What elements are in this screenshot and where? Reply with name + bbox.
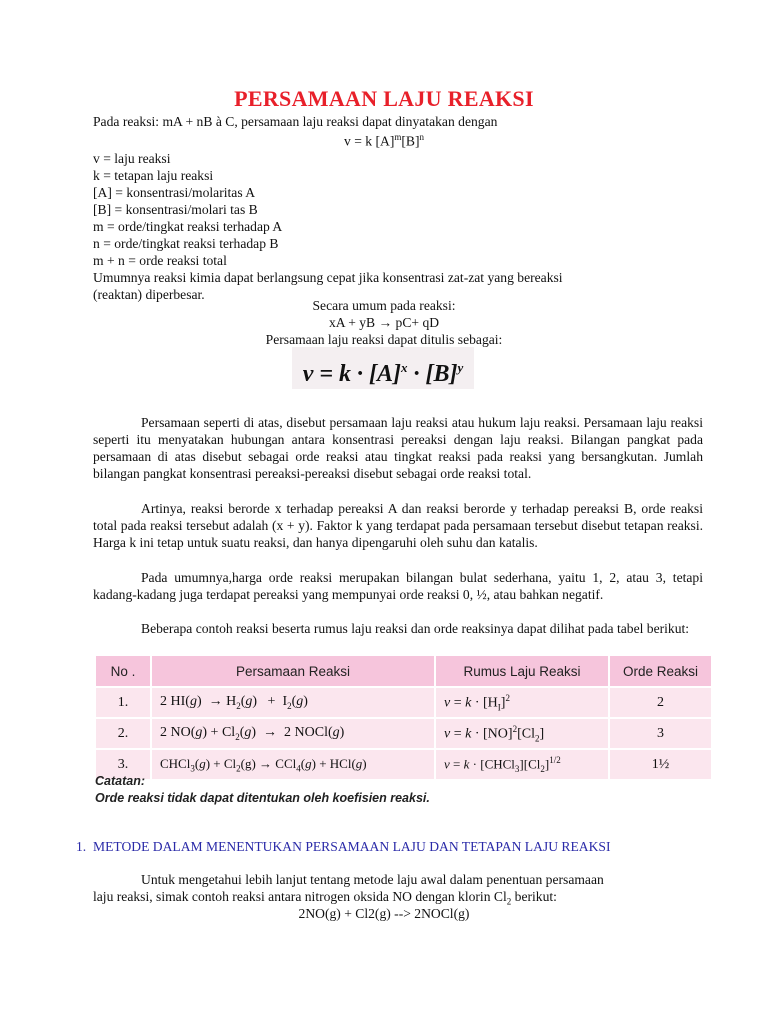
- section-text: Untuk mengetahui lebih lanjut tentang metode laju awal dalam penentuan persamaan: [141, 872, 604, 887]
- intro-text: Pada reaksi: mA + nB à C, persamaan laju reaksi dapat dinyatakan dengan: [93, 114, 498, 129]
- table-header: Rumus Laju Reaksi: [435, 655, 609, 687]
- general-text: (reaktan) diperbesar.: [93, 287, 205, 302]
- rate-formula: $v = k \cdot [CHCl_3][Cl_2]^{1/2}$: [435, 749, 609, 780]
- rate-law-equation: v = k $[A]^m[B]^n$: [344, 132, 424, 149]
- definition-item: m + n = orde reaksi total: [93, 253, 227, 268]
- page-title: PERSAMAAN LAJU REAKSI: [234, 86, 534, 111]
- center-text: Secara umum pada reaksi:: [312, 298, 456, 313]
- reaction-order: 3: [609, 718, 712, 749]
- section-number: 1.: [76, 839, 87, 854]
- table-row: [95, 718, 712, 749]
- section-text: laju reaksi, simak contoh reaksi antara nitrogen oksida NO dengan klorin $Cl_2$ berikut:: [93, 889, 557, 907]
- reaction-equation: 2 $HI(g) \to H_2(g) + I_2(g)$: [151, 687, 435, 718]
- row-number: 2.: [95, 718, 151, 749]
- table-header: Persamaan Reaksi: [151, 655, 435, 687]
- reaction-table: [94, 654, 713, 781]
- table-header: No .: [95, 655, 151, 687]
- table-header: Orde Reaksi: [609, 655, 712, 687]
- section-heading: [76, 838, 676, 855]
- center-text: Persamaan laju reaksi dapat ditulis sebagai:: [265, 332, 503, 347]
- reaction-equation: CHCl$_3$(g) + $Cl_2(g) \to CCl_4(g) + HCl(g)$: [151, 749, 435, 780]
- general-text: Umumnya reaksi kimia dapat berlangsung cepat jika konsentrasi zat-zat yang bereaksi: [93, 270, 563, 285]
- definition-item: n = orde/tingkat reaksi terhadap B: [93, 236, 279, 251]
- reaction-order: 1½: [609, 749, 712, 780]
- paragraph: Artinya, reaksi berorde x terhadap pereaksi A dan reaksi berorde y terhadap pereaksi B, orde reaksi total pada reaksi tersebut adalah (x + y). Faktor k yang terdapat pada persamaan tersebut disebut tetapan reaksi. Harga k ini tetap untuk suatu reaksi, dan hanya dipengaruhi oleh suhu dan katalis.: [93, 501, 703, 550]
- rate-law-image: $v = k \cdot [A]^x \cdot [B]^y$: [292, 347, 474, 389]
- table-row: [95, 749, 712, 780]
- table-header-row: [95, 655, 712, 687]
- row-number: 3.: [95, 749, 151, 780]
- row-number: 1.: [95, 687, 151, 718]
- note-text: Orde reaksi tidak dapat ditentukan oleh koefisien reaksi.: [95, 791, 430, 805]
- final-equation: 2NO(g) + Cl2(g) --> 2NOCl(g): [298, 906, 470, 921]
- rate-formula: $v = k \cdot [NO]^2[Cl_2]$: [435, 718, 609, 749]
- definition-item: m = orde/tingkat reaksi terhadap A: [93, 219, 283, 234]
- definition-item: k = tetapan laju reaksi: [93, 168, 214, 183]
- reaction-equation: 2 $NO(g) + Cl_2(g) \to 2$ NOCl(g): [151, 718, 435, 749]
- rate-formula: $v = k \cdot [H_I]^2$: [435, 687, 609, 718]
- paragraph: Beberapa contoh reaksi beserta rumus laju reaksi dan orde reaksinya dapat dilihat pada tabel berikut:: [141, 621, 690, 636]
- paragraph: Pada umumnya,harga orde reaksi merupakan bilangan bulat sederhana, yaitu 1, 2, atau 3, tetapi kadang-kadang juga terdapat pereaksi yang mempunyai orde reaksi 0, ½, atau bahkan negatif.: [93, 570, 703, 602]
- paragraph: Persamaan seperti di atas, disebut persamaan laju reaksi atau hukum laju reaksi. Persamaan laju reaksi seperti itu menyatakan hubungan antara konsentrasi pereaksi dengan laju reaksi. Bilangan pangkat pada persamaan di atas disebut sebagai orde reaksi atau tingkat reaksi pada reaksi yang bersangkutan. Jumlah bilangan pangkat konsentrasi pereaksi-pereaksi disebut sebagai orde reaksi total.: [93, 415, 703, 481]
- reaction-order: 2: [609, 687, 712, 718]
- table-row: [95, 687, 712, 718]
- center-equation: xA + yB → pC+ qD: [328, 315, 440, 330]
- section-title: METODE DALAM MENENTUKAN PERSAMAAN LAJU DAN TETAPAN LAJU REAKSI: [93, 839, 611, 854]
- note-label: Catatan:: [95, 774, 146, 788]
- definition-item: [B] = konsentrasi/molari tas B: [93, 202, 258, 217]
- definition-item: [A] = konsentrasi/molaritas A: [93, 185, 256, 200]
- definition-item: v = laju reaksi: [93, 151, 171, 166]
